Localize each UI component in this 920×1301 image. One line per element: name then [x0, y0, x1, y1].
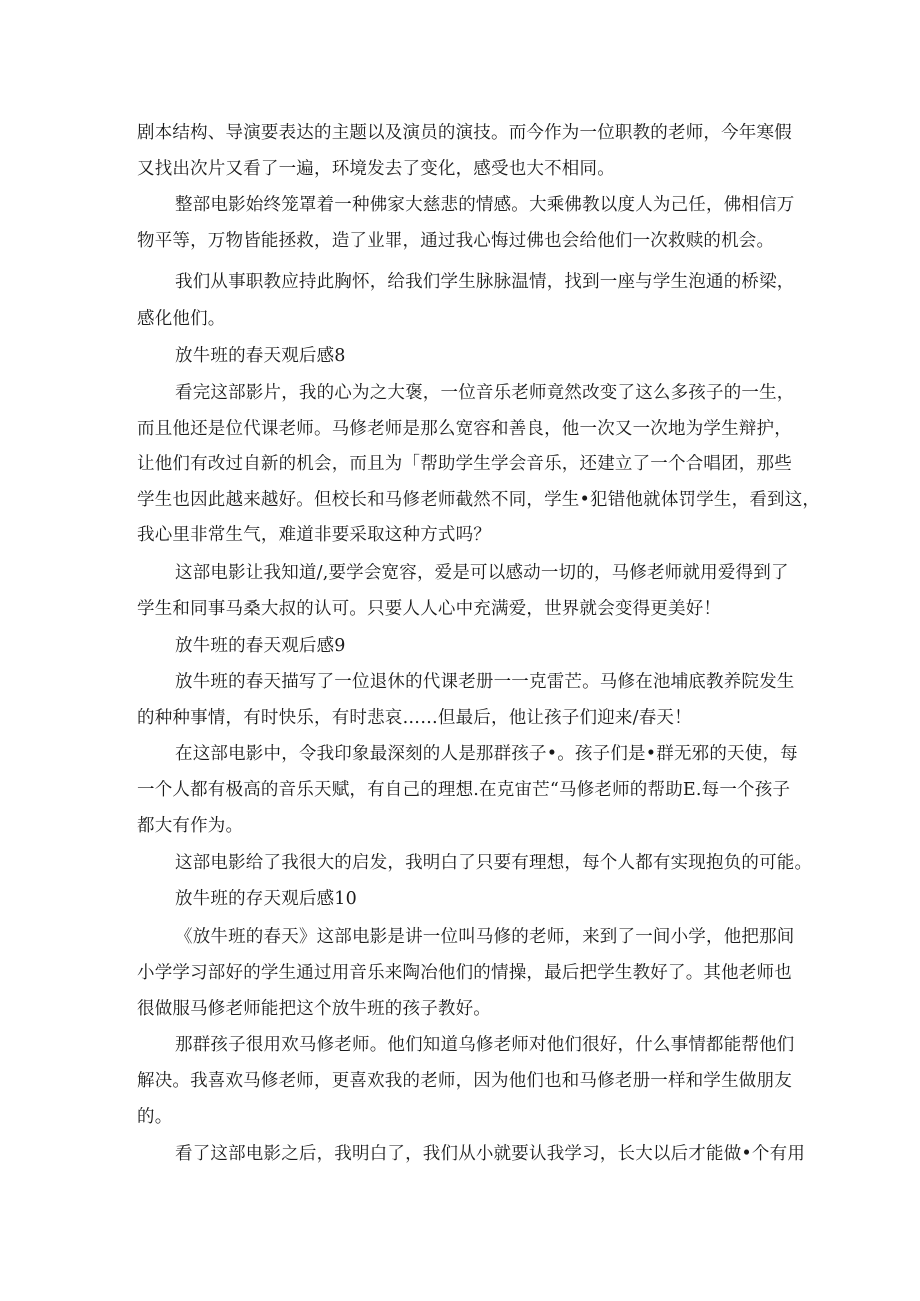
section-heading: 放牛班的存天观后感10	[175, 889, 357, 909]
text-line: 让他们有改过自新的机会，而且为「帮助学生学会音乐，还建立了一个合唱团，那些	[137, 454, 792, 474]
section-heading: 放牛班的春天观后感8	[175, 346, 346, 366]
text-line: 一个人都有极高的音乐天赋，有自己的理想.在克宙芒“马修老师的帮助E.每一个孩子	[137, 780, 791, 800]
text-line: 放牛班的春天描写了一位退休的代课老册一一克雷芒。马修在池埔底教养院发生	[175, 672, 795, 692]
text-line: 解决。我喜欢马修老师，更喜欢我的老师，因为他们也和马修老册一样和学生做朋友	[137, 1071, 792, 1091]
text-line: 都大有作为。	[137, 816, 244, 836]
text-line: 我们从事职教应持此胸怀，给我们学生脉脉温情，找到一座与学生泡通的桥梁，	[175, 272, 795, 292]
text-line: 学生也因此越来越好。但校长和马修老师截然不同，学生•犯错他就体罚学生，看到这，	[137, 490, 821, 510]
text-line: 学生和同事马桑大叔的认可。只要人人心中充满爱，世界就会变得更美好！	[137, 599, 722, 619]
text-line: 又找出次片又看了一遍，环境发去了变化，感受也大不相同。	[137, 159, 615, 179]
text-line: 很做服马修老师能把这个放牛班的孩子教好。	[137, 999, 491, 1019]
text-line: 这部电影让我知道/,要学会宽容，爱是可以感动一切的，马修老师就用爱得到了	[175, 563, 789, 583]
text-line: 看了这部电影之后，我明白了，我们从小就要认我学习，长大以后才能做•个有用	[175, 1144, 806, 1164]
text-line: 而且他还是位代课老师。马修老师是那么宽容和善良，他一次又一次地为学生辩护，	[137, 419, 792, 439]
text-line: 的。	[137, 1107, 173, 1127]
text-line: 整部电影始终笼罩着一种佛家大慈悲的情感。大乘佛教以度人为己任，佛相信万	[175, 195, 795, 215]
text-line: 小学学习部好的学生通过用音乐来陶冶他们的情操，最后把学生教好了。其他老师也	[137, 963, 792, 983]
text-line: 物平等，万物皆能拯救，造了业罪，通过我心悔过佛也会给他们一次救赎的机会。	[137, 231, 775, 251]
section-heading: 放牛班的春天观后感9	[175, 636, 346, 656]
text-line: 我心里非常生气，难道非要采取这种方式吗？	[137, 525, 491, 545]
text-line: 那群孩子很用欢马修老师。他们知道乌修老师对他们很好，什么事情都能帮他们	[175, 1035, 795, 1055]
text-line: 《放牛班的春天》这部电影是讲一位叫马修的老师，来到了一间小学，他把那间	[175, 927, 795, 947]
text-line: 感化他们。	[137, 309, 226, 329]
text-line: 看完这部影片，我的心为之大褒，一位音乐老师竟然改变了这么多孩子的一生，	[175, 383, 795, 403]
text-line: 剧本结构、导演要表达的主题以及演员的演技。而今作为一位职教的老师，今年寒假	[137, 123, 792, 143]
text-line: 在这部电影中，令我印象最深刻的人是那群孩子•。孩子们是•群无邪的天使，每	[175, 744, 798, 764]
text-line: 的种种事情，有时快乐，有时悲哀……但最后，他让孩子们迎来/春天！	[137, 708, 692, 728]
text-line: 这部电影给了我很大的启发，我明白了只要有理想，每个人都有实现抱负的可能。	[175, 853, 813, 873]
